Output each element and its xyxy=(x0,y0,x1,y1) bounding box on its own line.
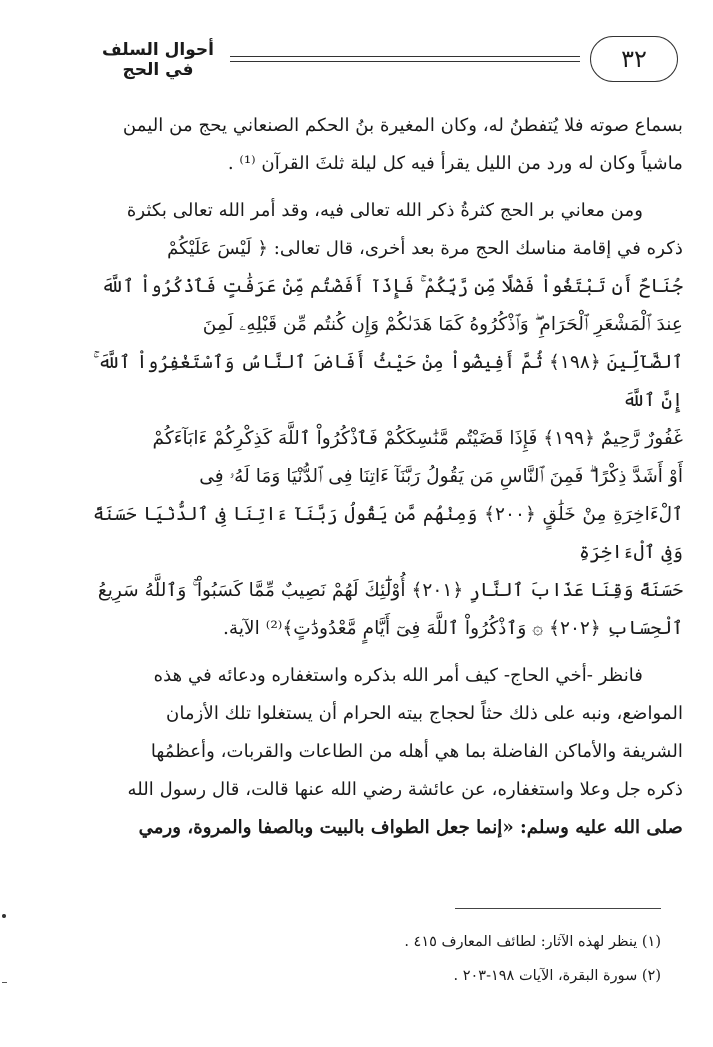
footnotes xyxy=(141,925,661,993)
margin-mark xyxy=(2,914,6,918)
page-number: ٣٢ xyxy=(590,36,678,82)
text-line: الشريفة والأماكن الفاضلة بما هي أهله من الطاعات والقربات، وأعظمُها xyxy=(150,741,683,762)
running-title: أحوال السلف في الحج xyxy=(102,40,214,80)
footnote-separator xyxy=(455,908,661,909)
margin-mark xyxy=(2,982,7,983)
text-line: ومن معاني بر الحج كثرةُ ذكر الله تعالى فيه، وقد أمر الله تعالى بكثرة xyxy=(126,200,643,221)
quran-verse-line: ٱلْءَاخِرَةِ مِنْ خَلَٰقٍ ﴿٢٠٠﴾ وَمِنْهُم مَّن يَقُولُ رَبَّنَآ ءَاتِنَا فِى ٱلدُّنْيَا حَسَنَةً وَفِى ٱلْءَاخِرَةِ xyxy=(93,504,683,563)
header-rule xyxy=(230,61,580,62)
text-line: ذكره في إقامة مناسك الحج مرة بعد أخرى، قال تعالى: ﴿ لَيْسَ عَلَيْكُمْ xyxy=(167,238,683,259)
quran-verse-line: أَوْ أَشَدَّ ذِكْرًا ۗ فَمِنَ ٱلنَّاسِ مَن يَقُولُ رَبَّنَآ ءَاتِنَا فِى ٱلدُّنْيَا وَمَا لَهُۥ فِى xyxy=(199,466,683,487)
footnote-1: (١) ينظر لهذه الآثار: لطائف المعارف ٤١٥ . xyxy=(404,934,661,950)
page-header xyxy=(90,34,678,86)
quran-verse-line: ٱلْحِسَابِ ﴿٢٠٢﴾ ۞ وَٱذْكُرُواْ ٱللَّهَ فِىٓ أَيَّامٍ مَّعْدُودَٰتٍ﴾⁽²⁾ الآية. xyxy=(223,618,683,639)
quran-verse-line: غَفُورٌ رَّحِيمٌ ﴿١٩٩﴾ فَإِذَا قَضَيْتُم مَّنَٰسِكَكُمْ فَٱذْكُرُواْ ٱللَّهَ كَذِكْرِكُمْ ءَابَآءَكُمْ xyxy=(152,428,683,449)
text-line: المواضع، ونبه على ذلك حثاً لحجاج بيته الحرام أن يستغلوا تلك الأزمان xyxy=(166,703,683,724)
quran-verse-line: جُنَاحٌ أَن تَبْتَغُواْ فَضْلًا مِّن رَّبِّكُمْ ۚ فَإِذَآ أَفَضْتُم مِّنْ عَرَفَٰتٍ فَٱذْكُرُواْ ٱللَّهَ xyxy=(101,276,683,297)
quran-verse-line: ٱلضَّآلِّينَ ﴿١٩٨﴾ ثُمَّ أَفِيضُواْ مِنْ حَيْثُ أَفَاضَ ٱلنَّاسُ وَٱسْتَغْفِرُواْ ٱللَّهَ ۚ إِنَّ ٱللَّهَ xyxy=(93,352,683,411)
text-line: ذكره جل وعلا واستغفاره، عن عائشة رضي الله عنها قالت، قال رسول الله xyxy=(127,779,683,800)
header-rule xyxy=(230,56,580,57)
main-text xyxy=(93,107,683,847)
text-line: صلى الله عليه وسلم: «إنما جعل الطواف بالبيت وبالصفا والمروة، ورمي xyxy=(138,817,683,838)
footnote-2: (٢) سورة البقرة، الآيات ١٩٨-٢٠٣ . xyxy=(453,968,661,984)
text-line: بسماع صوته فلا يُتفطنُ له، وكان المغيرة بنُ الحكم الصنعاني يحج من اليمن xyxy=(122,115,683,136)
quran-verse-line: عِندَ ٱلْمَشْعَرِ ٱلْحَرَامِ ۖ وَٱذْكُرُوهُ كَمَا هَدَىٰكُمْ وَإِن كُنتُم مِّن قَبْلِهِۦ لَمِنَ xyxy=(202,314,683,335)
quran-verse-line: حَسَنَةً وَقِنَا عَذَابَ ٱلنَّارِ ﴿٢٠١﴾ أُوْلَٰٓئِكَ لَهُمْ نَصِيبٌ مِّمَّا كَسَبُواْ ۚ وَٱللَّهُ سَرِيعُ xyxy=(97,580,683,601)
text-line: فانظر -أخي الحاج- كيف أمر الله بذكره واستغفاره ودعائه في هذه xyxy=(153,665,643,686)
text-line: ماشياً وكان له ورد من الليل يقرأ فيه كل ليلة ثلثَ القرآن ⁽¹⁾ . xyxy=(227,153,683,174)
